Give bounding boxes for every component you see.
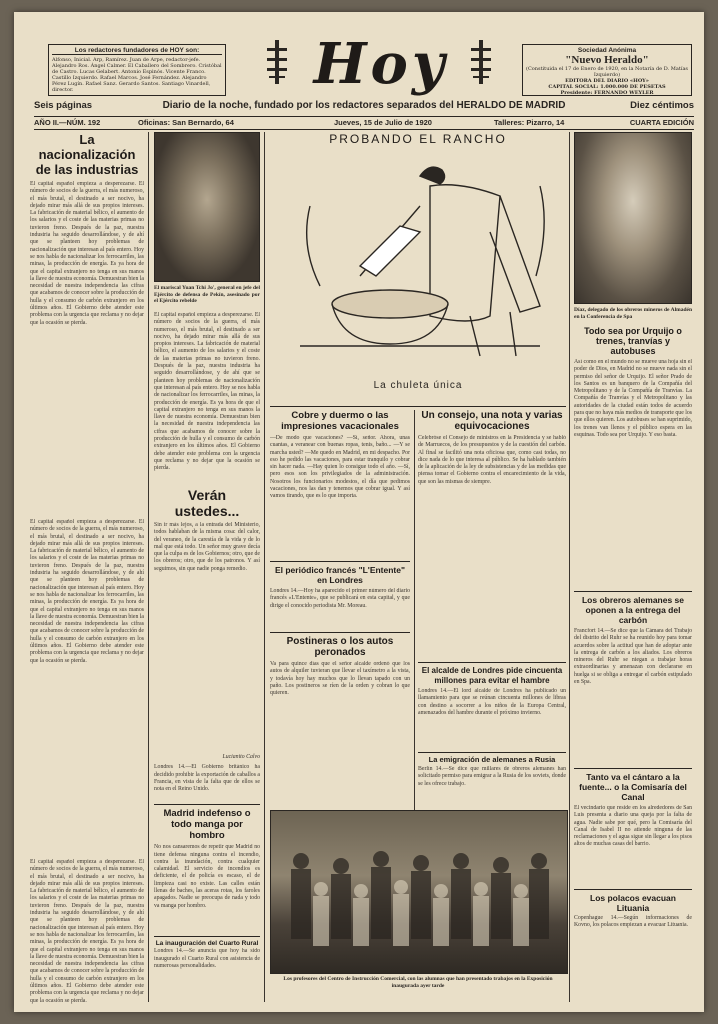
- column-rule: [148, 132, 149, 1002]
- dateline: [34, 116, 694, 130]
- column-rule: [264, 132, 265, 1002]
- group-photo-figures: [271, 811, 567, 973]
- senado-text: Celebróse el Consejo de ministros en la Presidencia y se habló de Marruecos, de los presupuestos y de la cuestión del carbón. Al final se facilitó una nota oficiosa que, como casi todas, no dice nada de lo que interesa al público. Se ha hablado también de la aplicación de la ley de subsistencias y de las medidas que piensa tomar el Gobierno contra el encarecimiento de la vida, que son las mismas de siempre.: [418, 435, 566, 485]
- offices: Oficinas: San Bernardo, 64: [138, 118, 234, 127]
- divider: [418, 752, 566, 753]
- column-3: [270, 410, 410, 753]
- company-box: [522, 44, 692, 96]
- alcalde-article: [418, 662, 566, 802]
- cobre-text: —De modo que vacaciones? —Sí, señor. Ahora, unas cuantas, a veranear con buenas ropas, tenis, baño... —Y se marcha usted? —Me quedo en Madrid, en mi despacho. Por eso he pedido las vacaciones, para estar tranquilo y cobrar sin hacer nada. —Hay quien lo consigue todo el año. —Sí, pero esos son los privilegiados de la administración. Nosotros los funcionarios modestos, el día que pedimos vacaciones, nos las dan y tenemos que cobrar igual. Y así vamos tirando, que es lo que importa.: [270, 435, 410, 500]
- divider: [574, 889, 692, 890]
- polacos-text: Copenhague 14.—Según informaciones de Kovno, los polacos empiezan a evacuar Lituania.: [574, 915, 692, 929]
- nacionalizacion-title: La nacionalización de las industrias: [35, 132, 139, 177]
- portrait-photo-delegate: [574, 132, 692, 304]
- foot-title: La inauguración del Cuarto Rural: [155, 940, 259, 948]
- polacos-title: Los polacos evacuan Lituania: [590, 893, 676, 913]
- postineras-title: Postineras o los autos peronados: [286, 636, 394, 658]
- logo: [266, 32, 496, 98]
- cobre-title: Cobre y duermo o las impresiones vacacionales: [281, 410, 399, 432]
- edition: CUARTA EDICIÓN: [629, 118, 694, 127]
- column-1: [30, 132, 144, 1012]
- alcalde-text: Londres 14.—El lord alcalde de Londres ha publicado un llamamiento para que se reúnan cincuenta millones de libras con destino a socorrer a los niños de la Europa Central, amenazados del hambre durante el próximo invierno.: [418, 688, 566, 716]
- issue-number: AÑO II.—NÚM. 192: [34, 118, 101, 127]
- divider: [574, 591, 692, 592]
- ornamental-cross-icon: [470, 40, 492, 84]
- divider: [270, 406, 566, 407]
- cartoon: [270, 132, 566, 404]
- workshops: Talleres: Pizarro, 14: [494, 118, 565, 127]
- cartoon-illustration: [270, 146, 566, 376]
- divider: [154, 936, 260, 937]
- obreros-text: Francfort 14.—Se dice que la Cámara del Trabajo del distrito del Ruhr se ha reunido hoy para tomar acuerdos sobre la actitud que han de adoptar ante la entrega de carbón a los aliados. Los obreros mineros del Ruhr se niegan a trabajar horas extraordinarias y amenazan con declararse en huelga si se obliga a entregar el carbón estipulado en Spa.: [574, 628, 692, 686]
- divider: [574, 768, 692, 769]
- company-box-line2: (Constituida el 17 de Enero de 1920, en la Notaría de D. Matías Izquierdo): [526, 66, 688, 78]
- column-2: [154, 132, 260, 305]
- company-box-line3: EDITORA DEL DIARIO «HOY»: [565, 78, 649, 84]
- obreros-title: Los obreros alemanes se oponen a la entrega del carbón: [581, 595, 685, 625]
- company-box-name: "Nuevo Heraldo": [565, 54, 649, 66]
- newspaper-page: [14, 12, 704, 1012]
- madrid-text: No nos cansaremos de repetir que Madrid no tiene defensa ninguna contra el incendio, contra la inundación, contra cualquier calamidad. El servicio de incendios es deficiente, el de policía es escaso, el de limpieza casi no existe. Las calles están llenas de baches, las aceras rotas, los faroles apagados. Nadie se preocupa de nada y todo va manga por hombro.: [154, 844, 260, 909]
- price: Diez céntimos: [630, 100, 694, 111]
- page-count: Seis páginas: [34, 100, 93, 111]
- company-box-line4: CAPITAL SOCIAL: 1.000.000 DE PESETAS: [548, 84, 666, 90]
- divider: [270, 561, 410, 562]
- periodico-title: El periódico francés "L'Entente" en Londres: [274, 565, 406, 585]
- urquijo-text: Así como en el mundo no se mueve una hoja sin el poder de Dios, en Madrid no se mueve nada sin el permiso del señor de Urquijo. El señor Prado de los Santos es un banquero de la Compañía del Metropolitano y de la Compañía de Tranvías. La Compañía de Tranvías y el Metropolitano y las autoridades de la ciudad están todos de acuerdo para que no haya más medios de transporte que los que ellos quieren. Los autobuses se han suprimido, los trenes van llenos y el público espera en las esquinas. Todo sea por Urquijo. Y eso basta.: [574, 359, 692, 438]
- tagline: Diario de la noche, fundado por los redactores separados del HERALDO DE MADRID: [162, 100, 566, 111]
- company-box-line5: Presidente: FERNANDO WEYLER: [560, 90, 654, 96]
- founders-box-text: Alfonso, Inicial. Arp, Ramírez. Juan de Arpe, redactor-jefe. Alejandro Ros. Ángel Calmer. El Caballero del Sombrero. Cristóbal de Castro. Lucas Gelabert. Antonio Espinós. Vicente Franco. Castillo Izquierdo. Rafael Marcos. José Fernández. Alejandro Pérez Lugín. Rafael Sanz. Gerardo Santos. Santiago Vinardell, director.: [52, 57, 222, 93]
- date: Jueves, 15 de Julio de 1920: [334, 118, 432, 127]
- alcalde-title: El alcalde de Londres pide cincuenta millones para evitar el hambre: [421, 666, 563, 685]
- nacionalizacion-text-cont: El capital español empieza a desperezarse. El número de socios de la guerra, el más numeroso, el más brutal, el destinado a ser nocivo, ha dejado mirar más allá de sus propios intereses. La fabricación de material bélico, el aumento de los salarios y el coste de las materias primas no tuvieron freno. Después de la paz, nuestra industria ha seguido desarrollándose, y de ahí que se planteen hoy problemas de nacionalización que interesan al país entero. Hoy se nos habla de nacionalizar los ferrocarriles, las minas, la producción de energía. Es ya hora de que el capital extranjero no tenga en sus manos la llave de nuestra economía. Demuestran bien la necesidad de nuestra independencia las cifras que acabamos de conocer sobre la producción de hulla y el consumo de carbón extranjero en los últimos años. El Gobierno debe atender este problema con la urgencia que reclama y no dejar que la ocasión se pierda.: [30, 519, 144, 664]
- urquijo-title: Todo sea por Urquijo o trenes, tranvías y autobuses: [584, 326, 682, 356]
- foot-text: Londres 14.—Se anuncia que hoy ha sido inaugurado el Cuarto Rural con asistencia de numerosas personalidades.: [154, 948, 260, 969]
- veran-text: Sin ir más lejos, a la entrada del Ministerio, todos hablaban de la misma cosa: del calor, del veraneo, de la carestía de la vida y de lo mal que está todo. Un señor muy grave decía que la culpa es de los Gobiernos; otro, que de los obreros; otro, que de los patronos. Y así seguimos, sin que nadie ponga remedio.: [154, 522, 260, 572]
- divider: [270, 632, 410, 633]
- divider: [154, 804, 260, 805]
- postineras-text: Va para quince días que el señor alcalde ordenó que los autos de alquiler tuvieran que llevar el taxímetro a la vista, y todavía hoy hay muchos que lo llevan tapado con un paño. Los postineros se ríen de la orden y cobran lo que quieren.: [270, 661, 410, 697]
- founders-box: [48, 44, 226, 96]
- masthead: [34, 22, 694, 100]
- emigracion-title: La emigración de alemanes a Rusia: [428, 755, 556, 764]
- veran-signature: Lucianito Calvo: [222, 754, 260, 760]
- cartoon-caption: La chuleta única: [373, 380, 463, 391]
- emigracion-text: Berlín 14.—Se dice que millares de obreros alemanes han solicitado permiso para emigrar a la Rusia de los soviets, donde se les ofrece trabajo.: [418, 766, 566, 787]
- photo2-caption: Díaz, delegado de los obreros mineros de Almadén en la Conferencia de Spa: [574, 307, 692, 320]
- nacionalizacion-text-col2: El capital español empieza a desperezarse. El número de socios de la guerra, el más numeroso, el más brutal, el destinado a ser nocivo, ha dejado mirar más allá de sus propios intereses. La fabricación de material bélico, el aumento de los salarios y el coste de las materias primas no tuvieron freno. Después de la paz, nuestra industria ha seguido desarrollándose, y de ahí que se planteen hoy problemas de nacionalización que interesan al país entero. Hoy se nos habla de nacionalizar los ferrocarriles, las minas, la producción de energía. Es ya hora de que el capital extranjero no tenga en sus manos la llave de nuestra economía. Demuestran bien la necesidad de nuestra independencia las cifras que acabamos de conocer sobre la producción de hulla y el consumo de carbón extranjero en los últimos años. El Gobierno debe atender este problema con la urgencia que reclama y no dejar que la ocasión se pierda.: [154, 312, 260, 472]
- column-rule: [414, 410, 416, 810]
- nacionalizacion-text: El capital español empieza a desperezarse. El número de socios de la guerra, el más numeroso, el más brutal, el destinado a ser nocivo, ha dejado mirar más allá de sus propios intereses. La fabricación de material bélico, el aumento de los salarios y el coste de las materias primas no tuvieron freno. Después de la paz, nuestra industria ha seguido desarrollándose, y de ahí que se planteen hoy problemas de nacionalización que interesan al país entero. Hoy se nos habla de nacionalizar los ferrocarriles, las minas, la producción de energía. Es ya hora de que el capital extranjero no tenga en sus manos la llave de nuestra economía. Demuestran bien la necesidad de nuestra independencia las cifras que acabamos de conocer sobre la producción de hulla y el consumo de carbón extranjero en los últimos años. El Gobierno debe atender este problema con la urgencia que reclama y no dejar que la ocasión se pierda.: [30, 181, 144, 326]
- portrait-photo-marshal: [154, 132, 260, 282]
- column-4: [418, 410, 566, 675]
- canal-title: Tanto va el cántaro a la fuente... o la Comisaría del Canal: [579, 772, 687, 802]
- cartoon-title: PROBANDO EL RANCHO: [329, 132, 507, 146]
- veran-title: Verán ustedes...: [174, 487, 240, 519]
- periodico-text: Londres 14.—Hoy ha aparecido el primer número del diario francés «L'Entente», que se publicará en esta capital, y que dirige el conocido periodista Mr. Moreau.: [270, 588, 410, 609]
- column-5: [574, 132, 692, 930]
- group-photo: [270, 810, 568, 974]
- subline: [34, 100, 694, 114]
- madrid-title: Madrid indefenso o todo manga por hombro: [163, 808, 251, 842]
- newspaper-title: Hoy: [313, 31, 449, 97]
- column-2-lower: [154, 312, 260, 482]
- photo4-caption: Los profesores del Centro de Instrucción Comercial, con las alumnas que han presentado trabajos en la Exposición inaugurada ayer tarde: [283, 976, 553, 989]
- senado-title: Un consejo, una nota y varias equivocaciones: [421, 410, 563, 432]
- canal-text: El vecindario que reside en los alrededores de San Luis presenta a diario una queja por la falta de agua. Nadie sabe por qué, pero la Comisaría del Canal de Isabel II no atiende ninguna de las reclamaciones y el agua sigue sin llegar a los pisos altos de muchas casas del barrio.: [574, 805, 692, 848]
- founders-box-title: Los redactores fundadores de HOY son:: [52, 48, 222, 55]
- photo1-caption: El mariscal Yuan Tchi Jo', general en jefe del Ejército de defensa de Pekín, asesinado por el Ejército rebelde: [154, 285, 260, 304]
- caballos-text: Londres 14.—El Gobierno británico ha decidido prohibir la exportación de caballos a Francia, en vista de la falta que de ellos se nota en el Reino Unido.: [154, 764, 260, 793]
- nacionalizacion-text-end: El capital español empieza a desperezarse. El número de socios de la guerra, el más numeroso, el más brutal, el destinado a ser nocivo, ha dejado mirar más allá de sus propios intereses. La fabricación de material bélico, el aumento de los salarios y el coste de las materias primas no tuvieron freno. Después de la paz, nuestra industria ha seguido desarrollándose, y de ahí que se planteen hoy problemas de nacionalización que interesan al país entero. Hoy se nos habla de nacionalizar los ferrocarriles, las minas, la producción de energía. Es ya hora de que el capital extranjero no tenga en sus manos la llave de nuestra economía. Demuestran bien la necesidad de nuestra independencia las cifras que acabamos de conocer sobre la producción de hulla y el consumo de carbón extranjero en los últimos años. El Gobierno debe atender este problema con la urgencia que reclama y no dejar que la ocasión se pierda.: [30, 859, 144, 1004]
- divider: [418, 662, 566, 663]
- column-rule: [569, 132, 570, 1002]
- company-box-line1: Sociedad Anónima: [577, 47, 637, 54]
- veran-article: [154, 487, 260, 970]
